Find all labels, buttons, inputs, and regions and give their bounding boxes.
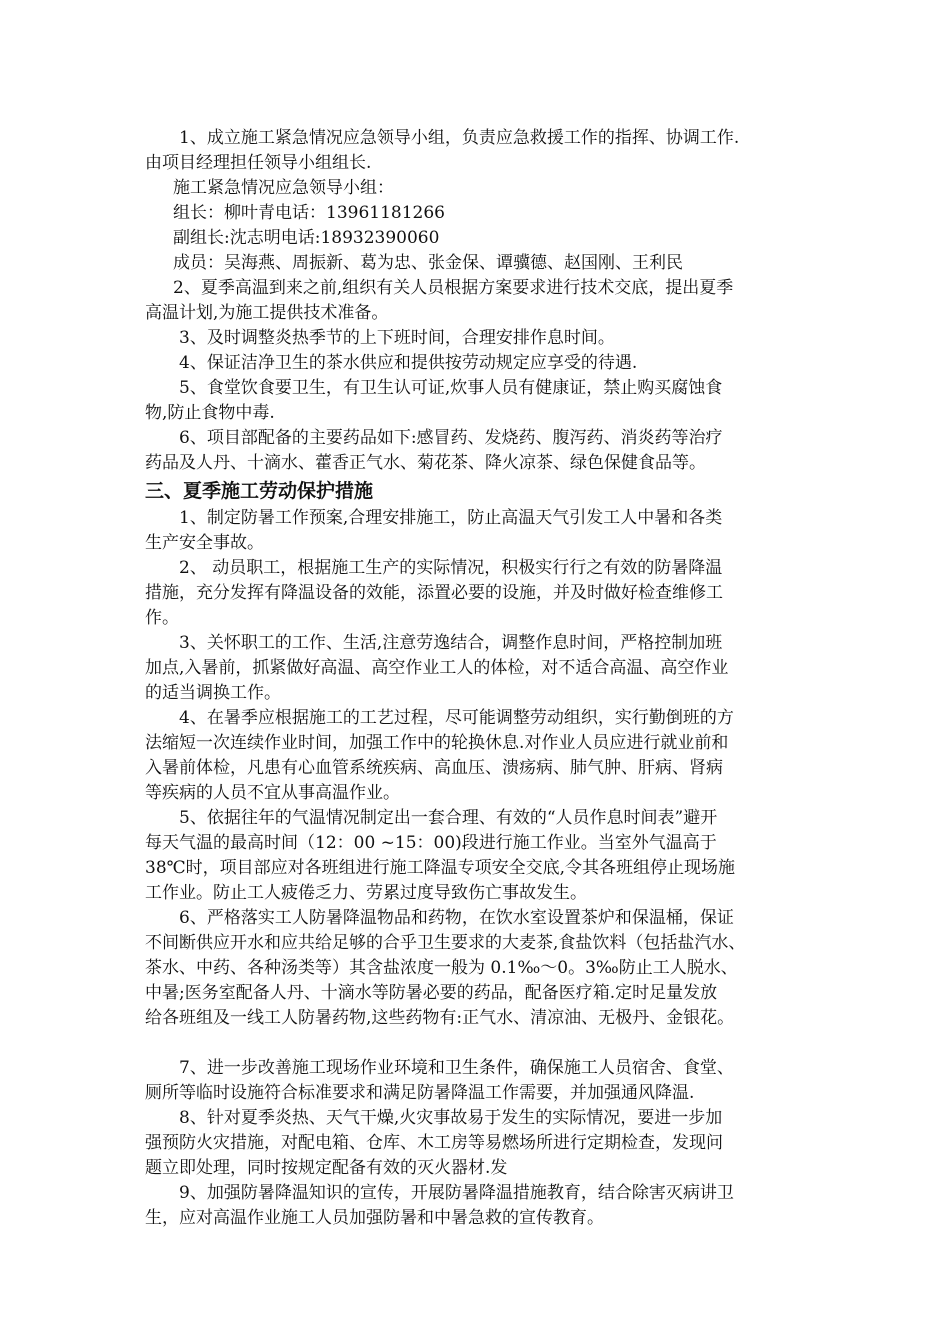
text-line: 茶水、中药、各种汤类等）其含盐浓度一般为 0.1‰～0。3‰防止工人脱水、 [145,958,738,978]
text-line: 副组长:沈志明电话:18932390060 [173,228,440,248]
text-line: 的适当调换工作。 [145,683,281,703]
group-title [145,176,825,201]
text-line: 1、制定防暑工作预案,合理安排施工，防止高温天气引发工人中暑和各类 [179,508,723,528]
text-line: 强预防火灾措施，对配电箱、仓库、木工房等易燃场所进行定期检查，发现问 [145,1133,723,1153]
text-line: 加点,入暑前，抓紧做好高温、高空作业工人的体检，对不适合高温、高空作业 [145,658,729,678]
text-line: 高温计划,为施工提供技术准备。 [145,303,389,323]
text-line: 作。 [145,608,179,628]
measure-4 [145,706,825,806]
measure-7 [145,1056,825,1106]
text-line: 3、关怀职工的工作、生活,注意劳逸结合，调整作息时间，严格控制加班 [179,633,723,653]
measure-6 [145,906,825,1031]
paragraph-2 [145,276,825,326]
measure-9 [145,1181,825,1231]
text-line: 8、针对夏季炎热、天气干燥,火灾事故易于发生的实际情况，要进一步加 [179,1108,723,1128]
text-line: 等疾病的人员不宜从事高温作业。 [145,783,400,803]
measure-2 [145,556,825,631]
text-line: 成员：吴海燕、周振新、葛为忠、张金保、谭骥德、赵国刚、王利民 [173,253,683,273]
text-line: 中暑;医务室配备人丹、十滴水等防暑必要的药品，配备医疗箱.定时足量发放 [145,983,718,1003]
text-line: 6、项目部配备的主要药品如下:感冒药、发烧药、腹泻药、消炎药等治疗 [179,428,723,448]
paragraph-1 [145,126,825,176]
text-line: 题立即处理，同时按规定配备有效的灭火器材.发 [145,1158,508,1178]
document-body [145,126,825,1231]
text-line: 入暑前体检，凡患有心血管系统疾病、高血压、溃疡病、肺气肿、肝病、肾病 [145,758,723,778]
text-line: 组长：柳叶青电话：13961181266 [173,203,445,223]
group-members [145,251,825,276]
text-line: 1、成立施工紧急情况应急领导小组，负责应急救援工作的指挥、协调工作. [179,128,740,148]
paragraph-5 [145,376,825,426]
text-line: 法缩短一次连续作业时间，加强工作中的轮换休息.对作业人员应进行就业前和 [145,733,729,753]
text-line: 措施，充分发挥有降温设备的效能，添置必要的设施，并及时做好检查维修工 [145,583,723,603]
text-line: 2、夏季高温到来之前,组织有关人员根据方案要求进行技术交底，提出夏季 [173,278,734,298]
text-line: 2、 动员职工，根据施工生产的实际情况，积极实行行之有效的防暑降温 [179,558,723,578]
paragraph-6 [145,426,825,476]
text-line: 生产安全事故。 [145,533,264,553]
measure-8 [145,1106,825,1181]
text-line: 9、加强防暑降温知识的宣传，开展防暑降温措施教育，结合除害灭病讲卫 [179,1183,734,1203]
group-deputy [145,226,825,251]
blank-line [145,1031,825,1056]
measure-3 [145,631,825,706]
text-line: 4、保证洁净卫生的茶水供应和提供按劳动规定应享受的待遇. [179,353,638,373]
text-line: 3、及时调整炎热季节的上下班时间，合理安排作息时间。 [179,328,615,348]
section-heading: 三、夏季施工劳动保护措施 [145,480,374,502]
text-line: 工作业。防止工人疲倦乏力、劳累过度导致伤亡事故发生。 [145,883,587,903]
paragraph-3 [145,326,825,351]
text-line: 药品及人丹、十滴水、藿香正气水、菊花茶、降火凉茶、绿色保健食品等。 [145,453,706,473]
text-line: 施工紧急情况应急领导小组： [173,178,394,198]
measure-1 [145,506,825,556]
text-line: 物,防止食物中毒. [145,403,275,423]
text-line: 4、在暑季应根据施工的工艺过程，尽可能调整劳动组织，实行勤倒班的方 [179,708,734,728]
text-line: 给各班组及一线工人防暑药物,这些药物有:正气水、清凉油、无极丹、金银花。 [145,1008,735,1028]
measure-5 [145,806,825,906]
text-line: 7、进一步改善施工现场作业环境和卫生条件，确保施工人员宿舍、食堂、 [179,1058,734,1078]
text-line: 5、依据往年的气温情况制定出一套合理、有效的“人员作息时间表”避开 [179,808,718,828]
text-line: 不间断供应开水和应共给足够的合乎卫生要求的大麦茶,食盐饮料（包括盐汽水、 [145,933,746,953]
text-line: 6、严格落实工人防暑降温物品和药物，在饮水室设置茶炉和保温桶，保证 [179,908,734,928]
text-line: 每天气温的最高时间（12：00 ~15：00)段进行施工作业。当室外气温高于 [145,833,717,853]
text-line: 5、食堂饮食要卫生，有卫生认可证,炊事人员有健康证，禁止购买腐蚀食 [179,378,723,398]
paragraph-4 [145,351,825,376]
text-line: 由项目经理担任领导小组组长. [145,153,372,173]
group-leader [145,201,825,226]
text-line: 厕所等临时设施符合标准要求和满足防暑降温工作需要，并加强通风降温. [145,1083,695,1103]
text-line: 生，应对高温作业施工人员加强防暑和中暑急救的宣传教育。 [145,1208,604,1228]
text-line: 38℃时，项目部应对各班组进行施工降温专项安全交底,令其各班组停止现场施 [145,858,736,878]
